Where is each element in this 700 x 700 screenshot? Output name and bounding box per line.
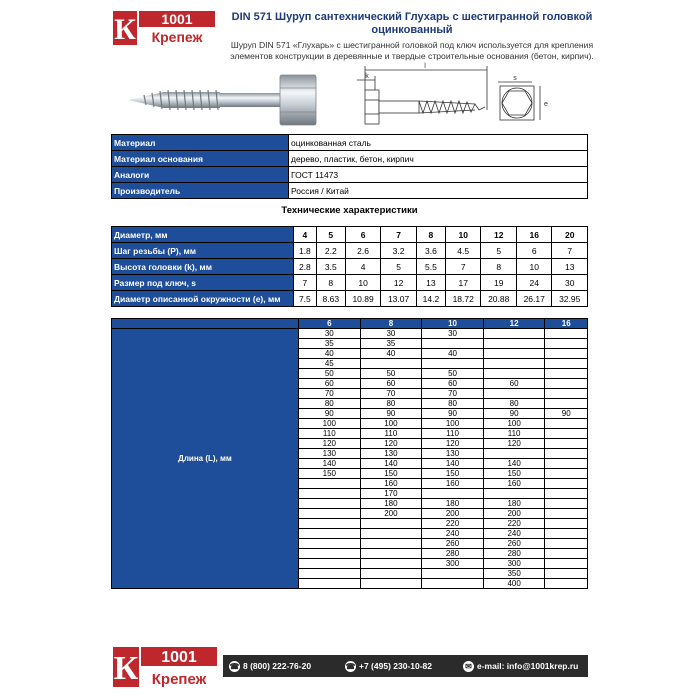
length-cell [360,559,422,569]
footer-logo-number: 1001 [161,649,197,666]
lengths-header-row [112,319,588,329]
technical-drawing-side [355,60,490,135]
dim-label-e: e [544,101,548,108]
spec-value: 1.8 [294,243,317,259]
length-cell [545,509,588,519]
length-cell [422,339,484,349]
length-cell: 180 [483,499,545,509]
length-cell: 80 [422,399,484,409]
length-cell [299,499,361,509]
length-cell: 70 [360,389,422,399]
spec-value: 18.72 [445,291,481,307]
length-cell [483,369,545,379]
spec-value: 6 [516,243,552,259]
spec-value: 10 [516,259,552,275]
property-row [112,183,588,199]
phone-2-text: +7 (495) 230-10-82 [359,661,433,671]
length-cell [545,469,588,479]
length-cell: 130 [299,449,361,459]
length-cell: 35 [299,339,361,349]
length-cell [360,569,422,579]
svg-text:К: К [113,650,139,687]
length-cell [483,329,545,339]
spec-value: 20.88 [481,291,517,307]
spec-value: 7.5 [294,291,317,307]
spec-label: Шаг резьбы (P), мм [112,243,294,259]
lengths-header-cell: 6 [299,319,361,329]
length-cell: 60 [299,379,361,389]
property-value: оцинкованная сталь [289,135,588,151]
length-cell [545,569,588,579]
length-cell: 50 [422,369,484,379]
length-cell [422,579,484,589]
length-cell: 90 [299,409,361,419]
length-cell: 70 [299,389,361,399]
title-line-1: DIN 571 Шуруп сантехнический Глухарь с шестигранной головкой [231,11,593,23]
spec-value: 4 [294,227,317,243]
length-cell: 100 [360,419,422,429]
spec-value: 19 [481,275,517,291]
lengths-header-cell: 10 [422,319,484,329]
logo-number: 1001 [161,11,193,27]
logo-text: Крепеж [151,29,203,45]
property-value: ГОСТ 11473 [289,167,588,183]
length-cell: 350 [483,569,545,579]
spec-value: 12 [481,227,517,243]
spec-value: 5 [481,243,517,259]
length-cell: 120 [483,439,545,449]
property-label: Материал основания [112,151,289,167]
length-cell: 120 [360,439,422,449]
spec-value: 30 [552,275,588,291]
length-cell [483,359,545,369]
length-cell: 45 [299,359,361,369]
length-cell [545,419,588,429]
length-cell: 90 [545,409,588,419]
length-cell: 200 [483,509,545,519]
length-cell: 90 [422,409,484,419]
phone-icon: ☎ [345,662,356,672]
length-cell: 40 [360,349,422,359]
spec-value: 13.07 [381,291,417,307]
spec-row [112,275,588,291]
length-cell [299,549,361,559]
length-cell [483,489,545,499]
lengths-table [111,318,588,589]
lengths-header-cell: 16 [545,319,588,329]
contact-phone-2[interactable] [345,659,432,673]
spec-value: 26.17 [516,291,552,307]
length-cell: 140 [299,459,361,469]
spec-value: 2.8 [294,259,317,275]
length-cell [360,529,422,539]
spec-row [112,243,588,259]
spec-value: 13 [552,259,588,275]
length-cell [545,449,588,459]
length-cell: 280 [483,549,545,559]
length-cell: 150 [483,469,545,479]
property-row [112,151,588,167]
spec-value: 10 [345,275,381,291]
spec-value: 8 [416,227,445,243]
length-cell [545,389,588,399]
length-cell: 60 [360,379,422,389]
length-cell: 150 [360,469,422,479]
length-cell: 150 [299,469,361,479]
spec-label: Размер под ключ, s [112,275,294,291]
spec-value: 10.89 [345,291,381,307]
length-cell: 280 [422,549,484,559]
length-cell [360,579,422,589]
spec-row [112,291,588,307]
length-cell: 100 [422,419,484,429]
length-cell [545,519,588,529]
spec-value: 7 [552,243,588,259]
length-cell: 220 [422,519,484,529]
property-label: Материал [112,135,289,151]
length-cell: 400 [483,579,545,589]
spec-value: 7 [294,275,317,291]
length-cell [299,509,361,519]
length-cell: 70 [422,389,484,399]
length-cell [299,579,361,589]
spec-value: 10 [445,227,481,243]
length-cell: 90 [483,409,545,419]
length-cell [360,539,422,549]
spec-value: 2.6 [345,243,381,259]
property-value: Россия / Китай [289,183,588,199]
length-cell [483,389,545,399]
footer-logo-text: Крепеж [151,671,207,688]
spec-value: 7 [381,227,417,243]
length-cell: 180 [360,499,422,509]
length-cell: 30 [299,329,361,339]
spec-value: 17 [445,275,481,291]
length-cell [545,429,588,439]
length-label: Длина (L), мм [112,329,299,589]
brand-logo [111,9,217,47]
contact-email[interactable] [463,659,578,673]
dim-label-s: s [513,75,517,82]
length-cell [422,359,484,369]
length-cell [545,489,588,499]
length-cell: 120 [422,439,484,449]
length-cell: 130 [422,449,484,459]
length-cell: 80 [360,399,422,409]
length-cell: 60 [483,379,545,389]
spec-value: 3.2 [381,243,417,259]
length-cell [360,549,422,559]
property-row [112,135,588,151]
contact-bar [223,655,588,677]
spec-value: 5 [381,259,417,275]
length-cell [299,529,361,539]
technical-drawing-head [496,74,550,130]
lengths-corner [112,319,299,329]
length-cell [545,379,588,389]
length-cell: 260 [422,539,484,549]
length-cell [545,339,588,349]
title-line-2: оцинкованный [371,24,453,36]
length-cell: 160 [360,479,422,489]
email-text: e-mail: info@1001krep.ru [477,661,579,671]
property-value: дерево, пластик, бетон, кирпич [289,151,588,167]
length-cell [545,559,588,569]
length-cell [299,519,361,529]
spec-label: Диаметр описанной окружности (e), мм [112,291,294,307]
footer-logo [111,643,219,691]
length-cell: 160 [422,479,484,489]
dim-label-k: k [365,73,369,80]
length-cell [545,529,588,539]
spec-value: 3.5 [316,259,345,275]
length-cell: 80 [483,399,545,409]
length-cell: 240 [422,529,484,539]
length-cell: 240 [483,529,545,539]
length-cell [299,559,361,569]
length-cell [545,539,588,549]
property-row [112,167,588,183]
length-cell [545,479,588,489]
phone-1-text: 8 (800) 222-76-20 [243,661,312,671]
length-cell: 100 [299,419,361,429]
length-cell: 50 [299,369,361,379]
length-cell: 150 [422,469,484,479]
length-cell: 200 [360,509,422,519]
spec-value: 24 [516,275,552,291]
spec-value: 13 [416,275,445,291]
length-cell: 120 [299,439,361,449]
footer [111,643,588,691]
length-cell [545,329,588,339]
length-cell [545,439,588,449]
spec-value: 8 [316,275,345,291]
lengths-row [112,329,588,339]
length-cell [299,479,361,489]
length-cell: 140 [422,459,484,469]
length-cell [299,569,361,579]
spec-value: 32.95 [552,291,588,307]
spec-value: 6 [345,227,381,243]
length-cell: 35 [360,339,422,349]
spec-value: 14.2 [416,291,445,307]
length-cell [545,459,588,469]
length-cell: 110 [299,429,361,439]
length-cell [483,449,545,459]
spec-value: 20 [552,227,588,243]
spec-row [112,259,588,275]
mail-icon: ✉ [463,661,474,672]
length-cell: 110 [360,429,422,439]
length-cell [360,359,422,369]
length-cell: 300 [422,559,484,569]
length-cell [422,489,484,499]
spec-value: 8 [481,259,517,275]
specs-table [111,226,588,307]
length-cell [360,519,422,529]
length-cell: 140 [483,459,545,469]
length-cell [545,399,588,409]
phone-icon: ☎ [229,662,240,672]
property-label: Производитель [112,183,289,199]
spec-value: 7 [445,259,481,275]
length-cell [422,569,484,579]
length-cell: 260 [483,539,545,549]
length-cell: 60 [422,379,484,389]
length-cell: 160 [483,479,545,489]
spec-value: 12 [381,275,417,291]
length-cell: 300 [483,559,545,569]
spec-title: Технические характеристики [281,205,418,216]
length-cell [545,499,588,509]
length-cell [299,489,361,499]
intro-text: Шуруп DIN 571 «Глухарь» с шестигранной головкой под ключ используется для крепления элементов конструкции в деревянные и твердые строительные основания (бетон, кирпич). [230,40,594,61]
spec-value: 5.5 [416,259,445,275]
screw-photo [124,70,320,130]
spec-value: 4 [345,259,381,275]
spec-label: Диаметр, мм [112,227,294,243]
length-cell: 110 [483,429,545,439]
properties-table [111,134,588,199]
length-cell: 30 [422,329,484,339]
length-cell: 80 [299,399,361,409]
length-cell [545,369,588,379]
length-cell: 140 [360,459,422,469]
length-cell: 30 [360,329,422,339]
length-cell: 200 [422,509,484,519]
length-cell [545,549,588,559]
spec-value: 2.2 [316,243,345,259]
spec-label: Высота головки (k), мм [112,259,294,275]
length-cell: 170 [360,489,422,499]
length-cell [483,339,545,349]
page-title [222,11,602,37]
length-cell [483,349,545,359]
length-cell: 220 [483,519,545,529]
length-cell [545,349,588,359]
svg-text:К: К [114,13,136,46]
length-cell: 40 [299,349,361,359]
length-cell: 90 [360,409,422,419]
length-cell: 130 [360,449,422,459]
spec-value: 3.6 [416,243,445,259]
length-cell: 40 [422,349,484,359]
spec-value: 4.5 [445,243,481,259]
length-cell: 50 [360,369,422,379]
spec-value: 8.63 [316,291,345,307]
length-cell: 110 [422,429,484,439]
length-cell [299,539,361,549]
property-label: Аналоги [112,167,289,183]
contact-phone-1[interactable] [229,659,311,673]
spec-row [112,227,588,243]
lengths-header-cell: 8 [360,319,422,329]
dim-label-l: l [424,63,426,70]
length-cell [545,359,588,369]
spec-value: 5 [316,227,345,243]
length-cell: 100 [483,419,545,429]
length-cell [545,579,588,589]
lengths-header-cell: 12 [483,319,545,329]
spec-value: 16 [516,227,552,243]
length-cell: 180 [422,499,484,509]
